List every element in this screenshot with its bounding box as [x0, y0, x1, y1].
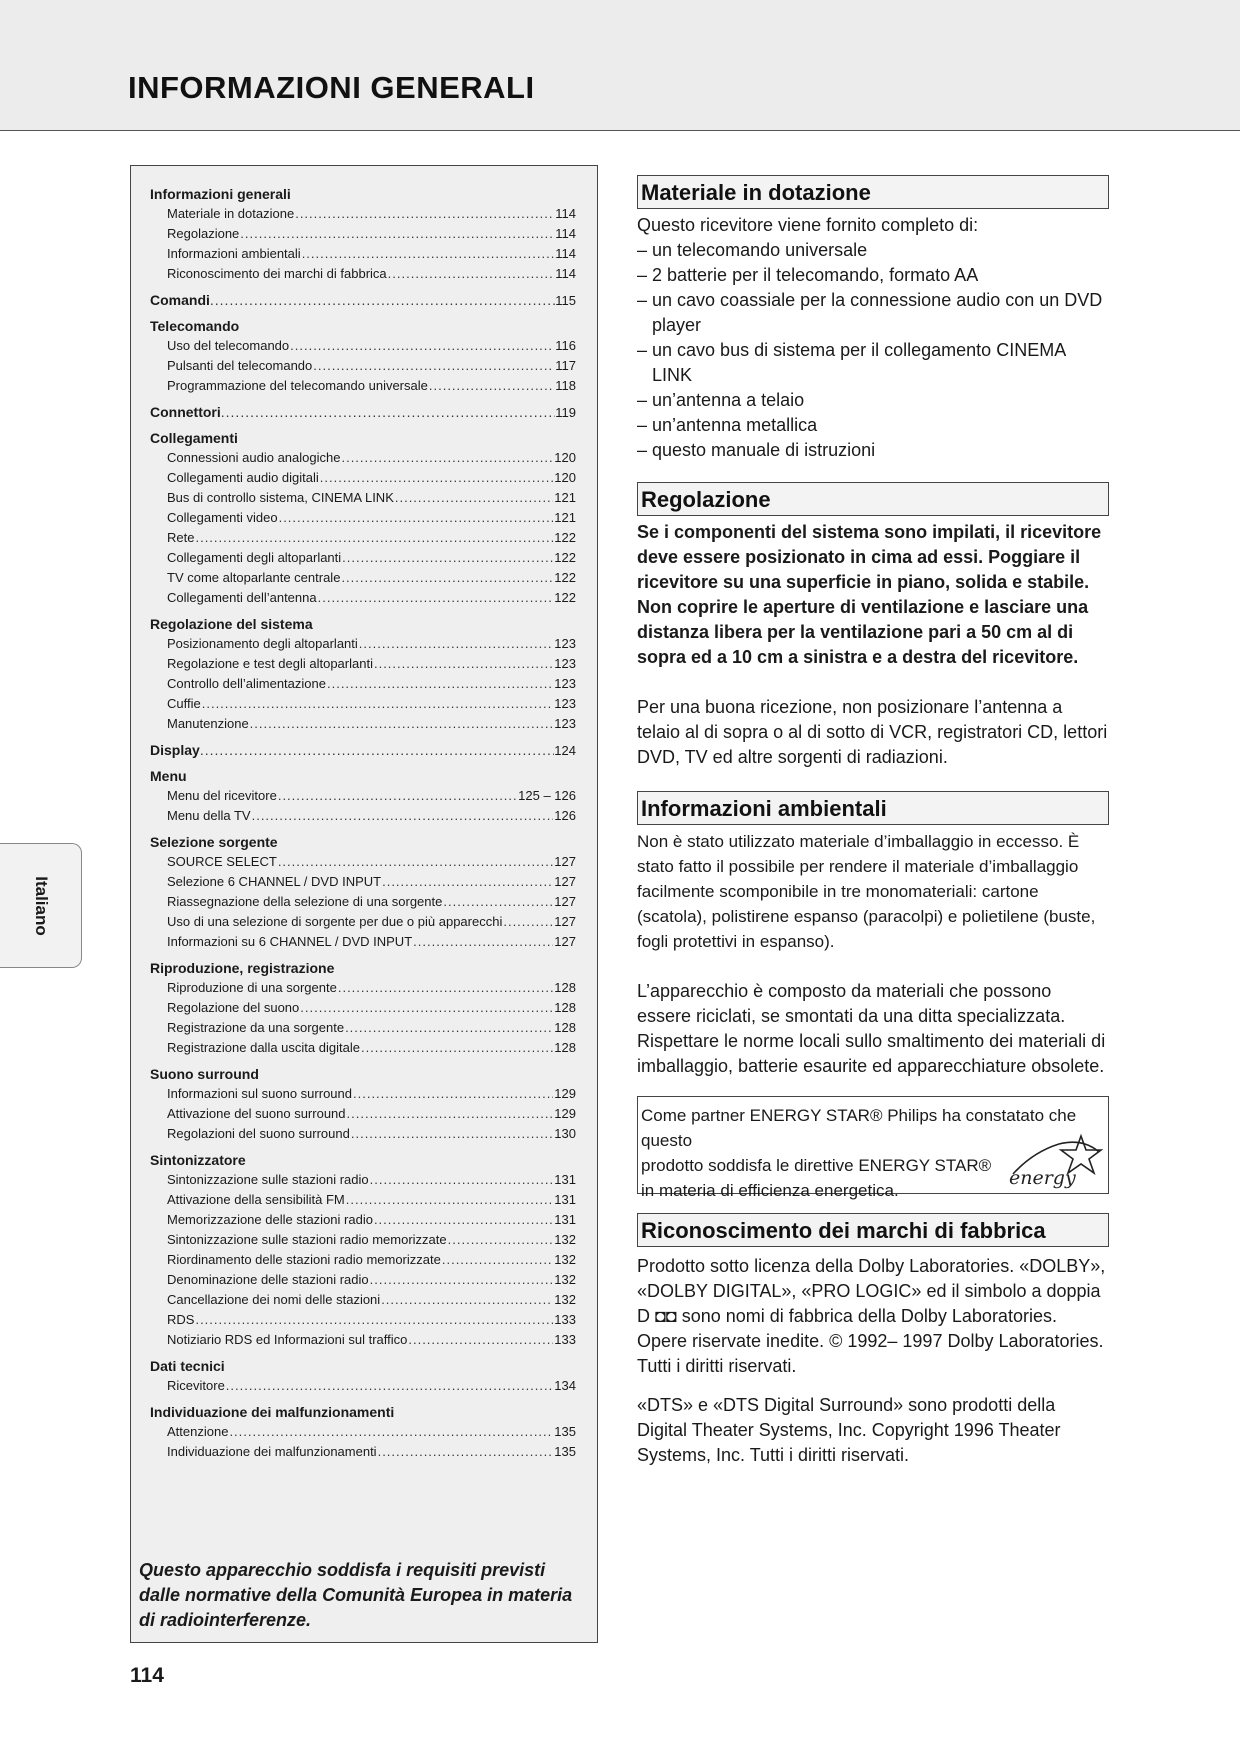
- toc-leader: [252, 806, 554, 826]
- toc-entry-title: Programmazione del telecomando universale: [167, 378, 428, 393]
- marchi-text-2: «DTS» e «DTS Digital Surround» sono prodotti della Digital Theater Systems, Inc. Copyright 1996 Theater Systems, Inc. Tutti i diritti riservati.: [637, 1395, 1061, 1465]
- toc-section: [150, 958, 576, 1058]
- toc-leader: [361, 1038, 553, 1058]
- toc-section-heading: [150, 614, 576, 634]
- toc-entry-title: RDS: [167, 1312, 195, 1327]
- toc-leader: [370, 1270, 554, 1290]
- toc-page-number: 130: [554, 1126, 576, 1141]
- toc-leader: [374, 654, 553, 674]
- section-title-ambientali: Informazioni ambientali: [637, 791, 1109, 825]
- toc-entry-title: Rete: [167, 530, 195, 545]
- toc-entry-title: Uso di una selezione di sorgente per due o più apparecchi: [167, 914, 503, 929]
- list-item: – un telecomando universale: [637, 238, 1109, 263]
- toc-entry-title: Collegamenti video: [167, 510, 278, 525]
- toc-leader: [443, 892, 553, 912]
- toc-page-number: 122: [554, 550, 576, 565]
- toc-heading-text: Menu: [150, 768, 187, 784]
- toc-section: [150, 1402, 576, 1462]
- toc-page-number: 127: [554, 934, 576, 949]
- toc-entry-title: Registrazione da una sorgente: [167, 1020, 345, 1035]
- toc-entry-title: Selezione 6 CHANNEL / DVD INPUT: [167, 874, 382, 889]
- toc-entry-title: Uso del telecomando: [167, 338, 290, 353]
- toc-page-number: 127: [554, 854, 576, 869]
- toc-heading-text: Riproduzione, registrazione: [150, 960, 335, 976]
- toc-entry-title: Notiziario RDS ed Informazioni sul traffico: [167, 1332, 408, 1347]
- toc-page-number: 128: [554, 1020, 576, 1035]
- toc-page-number: 131: [554, 1172, 576, 1187]
- toc-leader: [200, 740, 554, 760]
- toc-page-number: 133: [554, 1312, 576, 1327]
- toc-leader: [313, 356, 554, 376]
- toc-page-number: 127: [554, 914, 576, 929]
- energy-line-2: prodotto soddisfa le direttive ENERGY STAR®: [641, 1156, 992, 1175]
- toc-page-number: 122: [554, 530, 576, 545]
- toc-leader: [378, 1442, 554, 1462]
- toc-page-number: 132: [554, 1232, 576, 1247]
- list-item: – un cavo coassiale per la connessione audio con un DVD player: [637, 288, 1109, 338]
- toc-entry-title: Collegamenti dell’antenna: [167, 590, 317, 605]
- toc-entry: [150, 1170, 576, 1190]
- toc-leader: [370, 1170, 554, 1190]
- toc-entry-title: Informazioni sul suono surround: [167, 1086, 352, 1101]
- materiale-list: [637, 238, 1109, 463]
- toc-entry: [150, 978, 576, 998]
- toc-leader: [395, 488, 553, 508]
- toc-leader: [229, 1422, 553, 1442]
- toc-leader: [278, 852, 553, 872]
- toc-leader: [240, 224, 554, 244]
- toc-entry: [150, 1104, 576, 1124]
- toc-heading-text: Dati tecnici: [150, 1358, 225, 1374]
- toc-heading-text: Connettori: [150, 404, 221, 420]
- toc-leader: [320, 468, 554, 488]
- toc-entry: [150, 1330, 576, 1350]
- ec-compliance-note: Questo apparecchio soddisfa i requisiti previsti dalle normative della Comunità Europea in materia di radiointerferenze.: [139, 1560, 573, 1630]
- toc-entry: [150, 548, 576, 568]
- toc-entry-title: SOURCE SELECT: [167, 854, 277, 869]
- toc-entry-title: Posizionamento degli altoparlanti: [167, 636, 358, 651]
- toc-leader: [250, 714, 554, 734]
- toc-leader: [408, 1330, 553, 1350]
- toc-page-number: 129: [554, 1106, 576, 1121]
- toc-page-number: 118: [555, 378, 576, 393]
- toc-section-heading: [150, 1402, 576, 1422]
- toc-entry-title: Denominazione delle stazioni radio: [167, 1272, 369, 1287]
- toc-entry-title: Cancellazione dei nomi delle stazioni: [167, 1292, 381, 1307]
- toc-entry-title: Regolazione e test degli altoparlanti: [167, 656, 373, 671]
- toc-entry: [150, 634, 576, 654]
- toc-page-number: 132: [554, 1272, 576, 1287]
- toc-entry: [150, 998, 576, 1018]
- ambientali-text-1: Non è stato utilizzato materiale d’imballaggio in eccesso. È stato fatto il possibile per rendere il materiale d’imballaggio facilmente scomponibile in tre monomateriali: cartone (scatola), polistirene espanso (paracolpi) e polietilene (buste, fogli protettivi in espanso).: [637, 832, 1096, 951]
- toc-entry-title: Riconoscimento dei marchi di fabbrica: [167, 266, 387, 281]
- toc-leader: [226, 1376, 554, 1396]
- toc-leader: [413, 932, 553, 952]
- toc-section: [150, 614, 576, 734]
- toc-leader: [342, 548, 553, 568]
- toc-entry-title: Materiale in dotazione: [167, 206, 295, 221]
- toc-section: [150, 1064, 576, 1144]
- toc-page-number: 128: [554, 980, 576, 995]
- toc-entry: [150, 932, 576, 952]
- toc-entry-title: Menu della TV: [167, 808, 251, 823]
- toc-heading-text: Sintonizzatore: [150, 1152, 246, 1168]
- toc-page-number: 124: [554, 743, 576, 758]
- toc-leader: [279, 508, 554, 528]
- toc-entry-title: Collegamenti audio digitali: [167, 470, 319, 485]
- toc-entry: [150, 1290, 576, 1310]
- toc-leader: [429, 376, 554, 396]
- toc-entry: [150, 224, 576, 244]
- toc-page-number: 120: [554, 450, 576, 465]
- toc-leader: [338, 978, 553, 998]
- toc-page-number: 114: [555, 266, 576, 281]
- toc-section: [150, 316, 576, 396]
- toc-entry: [150, 852, 576, 872]
- toc-page-number: 132: [554, 1252, 576, 1267]
- toc-heading-text: Individuazione dei malfunzionamenti: [150, 1404, 395, 1420]
- toc-heading-text: Regolazione del sistema: [150, 616, 313, 632]
- toc-entry-title: Riordinamento delle stazioni radio memorizzate: [167, 1252, 441, 1267]
- regolazione-warning: Se i componenti del sistema sono impilati, il ricevitore deve essere posizionato in cima ad essi. Poggiare il ricevitore su una superficie in piano, solida e stabile. Non coprire le aperture di ventilazione e lasciare una distanza libera per la ventilazione pari a 50 cm al di sopra ed a 10 cm a sinistra e a destra del ricevitore.: [637, 522, 1102, 667]
- toc-heading-text: Telecomando: [150, 318, 240, 334]
- toc-entry-title: Sintonizzazione sulle stazioni radio: [167, 1172, 369, 1187]
- toc-leader: [347, 1104, 554, 1124]
- toc-leader: [388, 264, 555, 284]
- energy-line-1: Come partner ENERGY STAR® Philips ha constatato che questo: [641, 1106, 1077, 1150]
- toc-page-number: 135: [554, 1424, 576, 1439]
- toc-entry: [150, 1250, 576, 1270]
- toc-page-number: 133: [554, 1332, 576, 1347]
- toc-entry: [150, 448, 576, 468]
- toc-section-heading: [150, 428, 576, 448]
- toc-page-number: 116: [555, 338, 576, 353]
- toc-section-heading: [150, 1150, 576, 1170]
- materiale-intro: Questo ricevitore viene fornito completo di:: [637, 215, 979, 235]
- toc-entry: [150, 694, 576, 714]
- toc-entry-title: Sintonizzazione sulle stazioni radio memorizzate: [167, 1232, 447, 1247]
- toc-page-number: 114: [555, 206, 576, 221]
- toc-page-number: 119: [555, 405, 576, 420]
- toc-leader: [195, 1310, 553, 1330]
- list-item: – un cavo bus di sistema per il collegamento CINEMA LINK: [637, 338, 1109, 388]
- toc-entry-title: Ricevitore: [167, 1378, 225, 1393]
- toc-entry: [150, 356, 576, 376]
- list-item: – un’antenna metallica: [637, 413, 1109, 438]
- toc-section: [150, 402, 576, 422]
- toc-entry: [150, 806, 576, 826]
- toc-page-number: 122: [554, 590, 576, 605]
- toc-leader: [300, 998, 553, 1018]
- toc-leader: [295, 204, 554, 224]
- toc-entry: [150, 468, 576, 488]
- toc-section: [150, 1150, 576, 1350]
- toc-entry: [150, 1084, 576, 1104]
- toc-entry-title: Individuazione dei malfunzionamenti: [167, 1444, 377, 1459]
- toc-entry: [150, 872, 576, 892]
- energy-logo-text: energy: [1009, 1167, 1076, 1189]
- toc-entry: [150, 892, 576, 912]
- toc-leader: [318, 588, 554, 608]
- toc-entry: [150, 674, 576, 694]
- toc-leader: [353, 1084, 553, 1104]
- toc-entry: [150, 376, 576, 396]
- toc-page-number: 122: [554, 570, 576, 585]
- toc-entry: [150, 568, 576, 588]
- toc-entry: [150, 714, 576, 734]
- toc-page-number: 121: [554, 510, 576, 525]
- toc-entry: [150, 1124, 576, 1144]
- toc-entry-title: Regolazioni del suono surround: [167, 1126, 350, 1141]
- section-title-marchi: Riconoscimento dei marchi di fabbrica: [637, 1213, 1109, 1247]
- section-title-regolazione: Regolazione: [637, 482, 1109, 516]
- toc-leader: [327, 674, 553, 694]
- page-title: INFORMAZIONI GENERALI: [128, 70, 535, 105]
- toc-page-number: 123: [554, 636, 576, 651]
- energy-star-box: [637, 1096, 1109, 1200]
- toc-leader: [221, 402, 556, 422]
- toc-entry: [150, 204, 576, 224]
- right-column: [637, 175, 1109, 1468]
- toc-entry-title: Menu del ricevitore: [167, 788, 277, 803]
- toc-leader: [210, 290, 555, 310]
- toc-leader: [374, 1210, 553, 1230]
- table-of-contents: [130, 165, 598, 1643]
- language-tab: [0, 843, 82, 968]
- toc-entry: [150, 1442, 576, 1462]
- toc-entry: [150, 1270, 576, 1290]
- toc-page-number: 135: [554, 1444, 576, 1459]
- toc-entry-title: Attivazione della sensibilità FM: [167, 1192, 345, 1207]
- toc-entry-title: Pulsanti del telecomando: [167, 358, 313, 373]
- list-item: – questo manuale di istruzioni: [637, 438, 1109, 463]
- toc-section: [150, 832, 576, 952]
- toc-entry: [150, 1376, 576, 1396]
- toc-section-heading: [150, 184, 576, 204]
- toc-entry: [150, 1190, 576, 1210]
- toc-page-number: 123: [554, 696, 576, 711]
- toc-entry-title: TV come altoparlante centrale: [167, 570, 341, 585]
- toc-page-number: 131: [554, 1212, 576, 1227]
- toc-leader: [341, 448, 553, 468]
- toc-page-number: 128: [554, 1000, 576, 1015]
- toc-section: [150, 184, 576, 284]
- toc-heading-text: Collegamenti: [150, 430, 238, 446]
- toc-page-number: 117: [555, 358, 576, 373]
- toc-section-heading: [150, 766, 576, 786]
- toc-section-heading: [150, 740, 576, 760]
- toc-entry: [150, 1018, 576, 1038]
- toc-entry: [150, 786, 576, 806]
- toc-leader: [346, 1190, 554, 1210]
- toc-section: [150, 428, 576, 608]
- toc-entry: [150, 1038, 576, 1058]
- toc-entry: [150, 488, 576, 508]
- toc-entry: [150, 244, 576, 264]
- toc-leader: [341, 568, 553, 588]
- toc-entry-title: Informazioni su 6 CHANNEL / DVD INPUT: [167, 934, 413, 949]
- marchi-text-1: Prodotto sotto licenza della Dolby Laboratories. «DOLBY», «DOLBY DIGITAL», «PRO LOGIC» ed il simbolo a doppia D ◘◘ sono nomi di fabbrica della Dolby Laboratories. Opere riservate inedite. © 1992– 1997 Dolby Laboratories. Tutti i diritti riservati.: [637, 1256, 1106, 1376]
- toc-leader: [442, 1250, 553, 1270]
- toc-leader: [381, 1290, 553, 1310]
- toc-entry-title: Riproduzione di una sorgente: [167, 980, 337, 995]
- toc-section: [150, 1356, 576, 1396]
- toc-leader: [302, 244, 555, 264]
- toc-page-number: 114: [555, 246, 576, 261]
- toc-entry: [150, 264, 576, 284]
- toc-entry: [150, 1230, 576, 1250]
- page-number: 114: [130, 1664, 164, 1687]
- language-label: Italiano: [31, 875, 51, 936]
- toc-section-heading: [150, 958, 576, 978]
- toc-entry-title: Registrazione dalla uscita digitale: [167, 1040, 360, 1055]
- toc-leader: [351, 1124, 553, 1144]
- toc-entry: [150, 588, 576, 608]
- toc-page-number: 123: [554, 676, 576, 691]
- toc-section: [150, 740, 576, 760]
- toc-leader: [503, 912, 553, 932]
- toc-leader: [195, 528, 553, 548]
- toc-entry-title: Riassegnazione della selezione di una sorgente: [167, 894, 443, 909]
- toc-section-heading: [150, 316, 576, 336]
- toc-entry-title: Regolazione del suono: [167, 1000, 300, 1015]
- page-header: [0, 0, 1240, 131]
- toc-leader: [278, 786, 517, 806]
- energy-line-3: in materia di efficienza energetica.: [641, 1181, 899, 1200]
- toc-entry-title: Bus di controllo sistema, CINEMA LINK: [167, 490, 394, 505]
- toc-page-number: 132: [554, 1292, 576, 1307]
- toc-entry-title: Regolazione: [167, 226, 240, 241]
- toc-entry-title: Memorizzazione delle stazioni radio: [167, 1212, 373, 1227]
- toc-entry-title: Controllo dell’alimentazione: [167, 676, 326, 691]
- toc-entry: [150, 508, 576, 528]
- toc-entry: [150, 912, 576, 932]
- toc-entry-title: Manutenzione: [167, 716, 249, 731]
- toc-entry-title: Informazioni ambientali: [167, 246, 301, 261]
- toc-entry-title: Cuffie: [167, 696, 201, 711]
- toc-entry-title: Connessioni audio analogiche: [167, 450, 341, 465]
- toc-leader: [345, 1018, 553, 1038]
- toc-page-number: 127: [554, 894, 576, 909]
- toc-page-number: 123: [554, 716, 576, 731]
- toc-page-number: 127: [554, 874, 576, 889]
- toc-leader: [202, 694, 554, 714]
- toc-page-number: 131: [554, 1192, 576, 1207]
- toc-list: [150, 184, 576, 1468]
- toc-entry: [150, 654, 576, 674]
- toc-page-number: 123: [554, 656, 576, 671]
- toc-entry: [150, 1422, 576, 1442]
- toc-heading-text: Comandi: [150, 292, 210, 308]
- toc-entry: [150, 336, 576, 356]
- toc-heading-text: Display: [150, 742, 200, 758]
- toc-entry-title: Attivazione del suono surround: [167, 1106, 346, 1121]
- energy-star-logo-icon: [1003, 1132, 1105, 1190]
- toc-page-number: 129: [554, 1086, 576, 1101]
- toc-page-number: 134: [554, 1378, 576, 1393]
- toc-leader: [359, 634, 554, 654]
- toc-section-heading: [150, 1356, 576, 1376]
- toc-heading-text: Suono surround: [150, 1066, 259, 1082]
- section-title-materiale: Materiale in dotazione: [637, 175, 1109, 209]
- toc-page-number: 114: [555, 226, 576, 241]
- toc-leader: [448, 1230, 554, 1250]
- toc-section-heading: [150, 290, 576, 310]
- toc-entry-title: Collegamenti degli altoparlanti: [167, 550, 342, 565]
- toc-entry-title: Attenzione: [167, 1424, 229, 1439]
- toc-section: [150, 766, 576, 826]
- toc-leader: [290, 336, 554, 356]
- ambientali-text-2: L’apparecchio è composto da materiali che possono essere riciclati, se smontati da una ditta specializzata. Rispettare le norme locali sullo smaltimento dei materiali di imballaggio, batterie esaurite ed apparecchiature obsolete.: [637, 981, 1106, 1076]
- toc-heading-text: Selezione sorgente: [150, 834, 278, 850]
- toc-page-number: 121: [554, 490, 576, 505]
- list-item: – 2 batterie per il telecomando, formato AA: [637, 263, 1109, 288]
- list-item: – un’antenna a telaio: [637, 388, 1109, 413]
- toc-section-heading: [150, 832, 576, 852]
- toc-page-number: 126: [554, 808, 576, 823]
- regolazione-text: Per una buona ricezione, non posizionare l’antenna a telaio al di sopra o al di sotto di VCR, registratori CD, lettori DVD, TV ed altre sorgenti di radiazioni.: [637, 697, 1108, 767]
- toc-page-number: 125 – 126: [518, 788, 576, 803]
- toc-section: [150, 290, 576, 310]
- toc-heading-text: Informazioni generali: [150, 186, 291, 202]
- toc-page-number: 120: [554, 470, 576, 485]
- toc-section-heading: [150, 402, 576, 422]
- toc-page-number: 128: [554, 1040, 576, 1055]
- toc-entry: [150, 1310, 576, 1330]
- toc-leader: [382, 872, 553, 892]
- toc-page-number: 115: [555, 293, 576, 308]
- toc-entry: [150, 1210, 576, 1230]
- toc-entry: [150, 528, 576, 548]
- toc-section-heading: [150, 1064, 576, 1084]
